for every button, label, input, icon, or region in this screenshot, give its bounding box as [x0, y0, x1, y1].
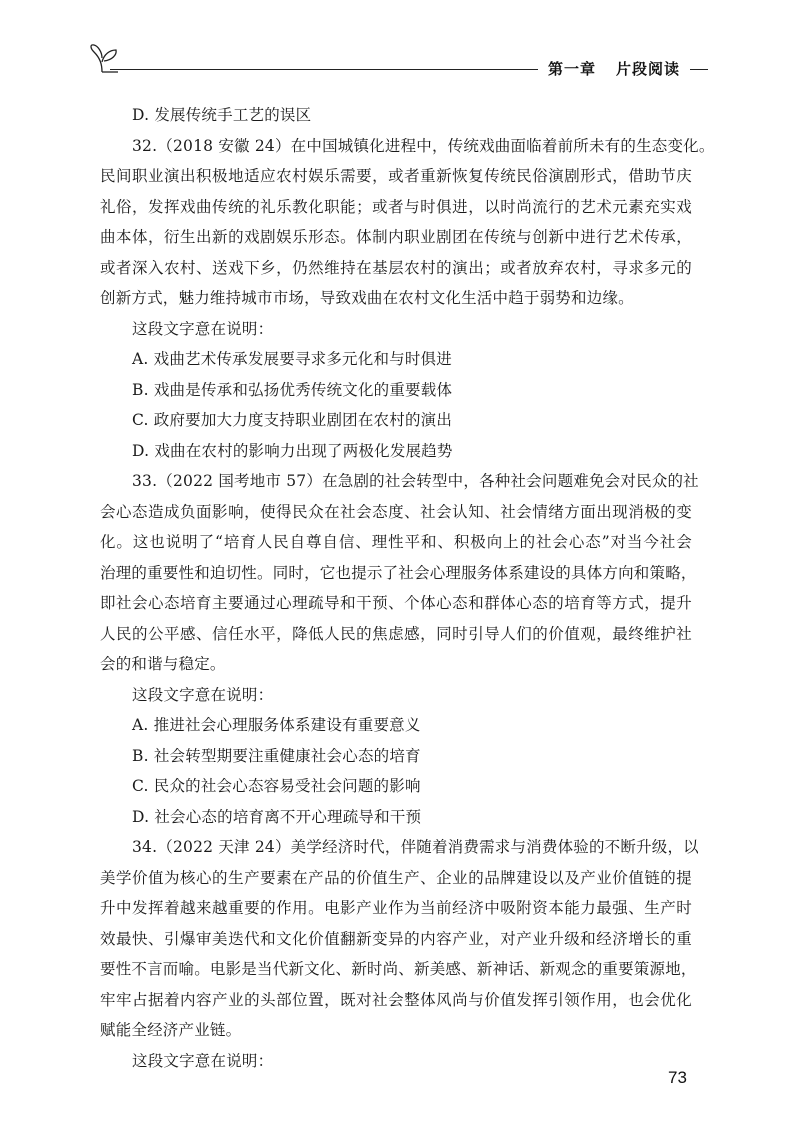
text-line: 礼俗，发挥戏曲传统的礼乐教化职能；或者与时俱进，以时尚流行的艺术元素充实戏: [100, 197, 692, 216]
text-line: 或者深入农村、送戏下乡，仍然维持在基层农村的演出；或者放弃农村，寻求多元的: [100, 258, 692, 277]
text-line: 即社会心态培育主要通过心理疏导和干预、个体心态和群体心态的培育等方式，提升: [100, 594, 692, 612]
text-line: C. 民众的社会心态容易受社会问题的影响: [132, 777, 421, 795]
section-label: 片段阅读: [615, 60, 680, 78]
text-line: 效最快、引爆审美迭代和文化价值翻新变异的内容产业，对产业升级和经济增长的重: [100, 929, 692, 948]
text-line: 这段文字意在说明：: [132, 319, 274, 338]
text-line: 人民的公平感、信任水平，降低人民的焦虑感，同时引导人们的价值观，最终维护社: [100, 624, 692, 643]
text-line: 牢牢占据着内容产业的头部位置，既对社会整体风尚与价值发挥引领作用，也会优化: [100, 990, 692, 1009]
text-line: 这段文字意在说明：: [132, 1051, 274, 1070]
text-line: 会心态造成负面影响，使得民众在社会态度、社会认知、社会情绪方面出现消极的变: [100, 502, 692, 521]
text-line: 治理的重要性和迫切性。同时，它也提示了社会心理服务体系建设的具体方向和策略，: [100, 563, 697, 582]
text-line: B. 戏曲是传承和弘扬优秀传统文化的重要载体: [132, 380, 453, 399]
page-number: 73: [668, 1068, 687, 1087]
text-line: D. 发展传统手工艺的误区: [132, 106, 312, 124]
text-line: 会的和谐与稳定。: [100, 655, 226, 673]
text-line: C. 政府要加大力度支持职业剧团在农村的演出: [132, 411, 453, 429]
text-line: 创新方式，魅力维持城市市场，导致戏曲在农村文化生活中趋于弱势和边缘。: [100, 289, 634, 307]
text-line: 美学价值为核心的生产要素在产品的价值生产、企业的品牌建设以及产业价值链的提: [100, 868, 692, 887]
text-line: 赋能全经济产业链。: [100, 1021, 242, 1039]
text-line: 化。这也说明了“培育人民自尊自信、理性平和、积极向上的社会心态”对当今社会: [100, 533, 692, 551]
running-header: [88, 40, 708, 80]
text-line: 32.（2018 安徽 24）在中国城镇化进程中，传统戏曲面临着前所未有的生态变化。: [132, 136, 715, 155]
header-title: [538, 58, 690, 79]
text-line: B. 社会转型期要注重健康社会心态的培育: [132, 746, 421, 765]
text-line: A. 推进社会心理服务体系建设有重要意义: [132, 716, 421, 734]
text-line: 要性不言而喻。电影是当代新文化、新时尚、新美感、新神话、新观念的重要策源地，: [100, 960, 697, 978]
text-line: 曲本体，衍生出新的戏剧娱乐形态。体制内职业剧团在传统与创新中进行艺术传承，: [100, 228, 692, 246]
text-line: D. 社会心态的培育离不开心理疏导和干预: [132, 807, 422, 826]
text-line: 升中发挥着越来越重要的作用。电影产业作为当前经济中吸附资本能力最强、生产时: [100, 899, 692, 917]
text-line: 这段文字意在说明：: [132, 685, 274, 704]
sprout-icon: [88, 42, 120, 76]
text-line: 34.（2022 天津 24）美学经济时代，伴随着消费需求与消费体验的不断升级，以: [132, 838, 699, 856]
page-body: [100, 100, 715, 1076]
text-line: 33.（2022 国考地市 57）在急剧的社会转型中，各种社会问题难免会对民众的社: [132, 472, 699, 490]
chapter-label: 第一章: [547, 60, 596, 78]
text-line: A. 戏曲艺术传承发展要寻求多元化和与时俱进: [132, 350, 452, 368]
text-line: 民间职业演出积极地适应农村娱乐需要，或者重新恢复传统民俗演剧形式，借助节庆: [100, 167, 692, 185]
text-line: D. 戏曲在农村的影响力出现了两极化发展趋势: [132, 441, 453, 460]
